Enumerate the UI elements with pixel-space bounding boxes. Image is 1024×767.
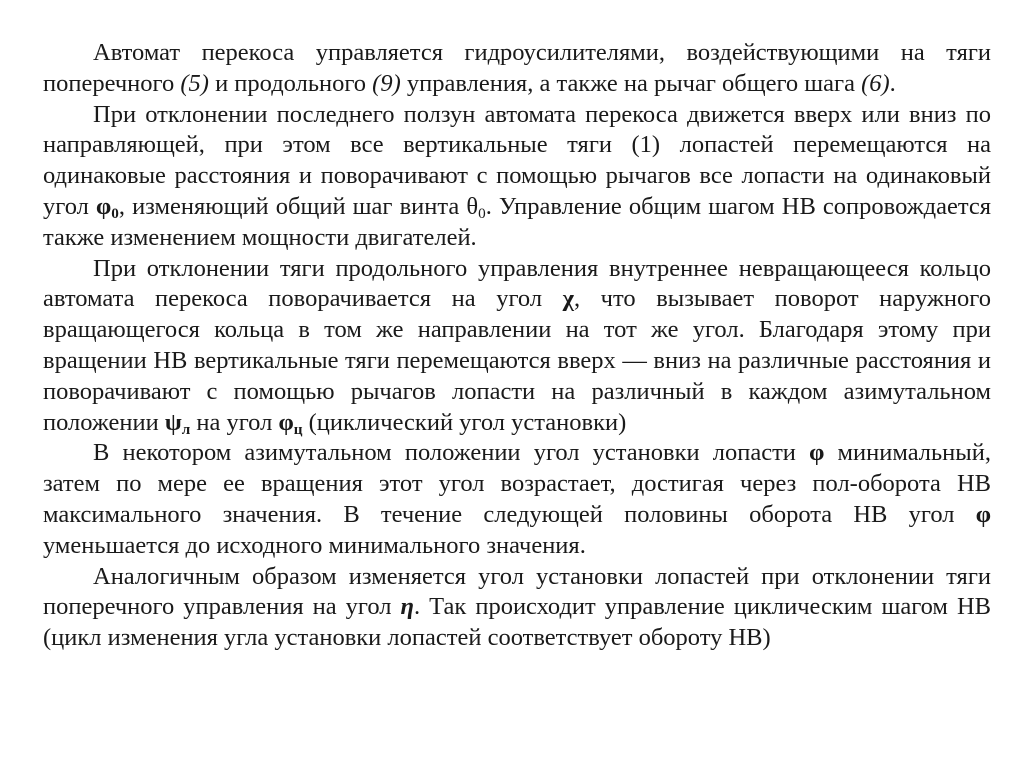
reference-number: (6) — [861, 69, 890, 97]
text-run: . Управление общим шагом НВ сопровождается также изменением мощности двигателей. — [43, 192, 991, 251]
math-symbol-phi-c: $\varphi_ц$ — [278, 408, 303, 438]
paragraph-azimuthal-position — [43, 438, 991, 561]
text-run: , изменяющий общий шаг винта — [118, 192, 467, 220]
text-run: (циклический угол установки) — [302, 408, 627, 436]
math-symbol-phi0: $\varphi_0$ — [95, 192, 119, 222]
paragraph-collective-pitch — [43, 100, 991, 254]
math-symbol-phi: φ — [975, 500, 991, 528]
text-run: на угол — [190, 408, 279, 436]
text-run: Аналогичным образом изменяется угол установки лопастей при отклонении тяги поперечного управления на угол — [43, 562, 991, 621]
text-run: минимальный, затем по мере ее вращения этот угол возрастает, достигая через пол-оборота НВ максимального значения. В течение следующей половины оборота НВ угол — [43, 439, 991, 528]
document-page — [43, 38, 991, 654]
paragraph-cyclic-pitch — [43, 562, 991, 654]
text-run: управления, а также на рычаг общего шага — [400, 69, 862, 97]
math-symbol-chi: χ — [562, 285, 574, 313]
text-run: . Так происходит управление циклическим шагом НВ (цикл изменения угла установки лопастей соответствует обороту НВ) — [43, 593, 991, 652]
math-symbol-eta: η — [400, 593, 414, 621]
math-symbol-phi: φ — [809, 439, 825, 467]
text-run: Автомат перекоса управляется гидроусилителями, воздействующими на тяги поперечного — [43, 39, 991, 97]
text-run: В некотором азимутальном положении угол установки лопасти — [93, 439, 810, 467]
text-run: . — [889, 69, 896, 97]
math-symbol-theta0: $\theta_0$ — [466, 192, 486, 222]
reference-number: (9) — [372, 69, 401, 97]
text-run: , что вызывает поворот наружного вращающегося кольца в том же направлении на тот же угол. Благодаря этому при вращении НВ вертикальные тяги перемещаются вверх — вниз на различные расстояния и поворачивают с помощью рычагов лопасти на различный в каждом азимутальном положении — [43, 285, 991, 436]
math-symbol-psi-l: $\psi_л$ — [164, 408, 191, 438]
paragraph-longitudinal-control — [43, 254, 991, 439]
text-run: При отклонении последнего ползун автомата перекоса движется вверх или вниз по направляющей, при этом все вертикальные тяги (1) лопастей перемещаются на одинаковые расстояния и поворачивают с помощью рычагов все лопасти на одинаковый угол — [43, 100, 991, 220]
paragraph-swashplate-actuators — [43, 38, 991, 100]
reference-number: (5) — [180, 69, 209, 97]
text-run: уменьшается до исходного минимального значения. — [43, 531, 586, 559]
text-run: и продольного — [208, 69, 373, 97]
text-run: При отклонении тяги продольного управления внутреннее невращающееся кольцо автомата перекоса поворачивается на угол — [43, 254, 991, 313]
